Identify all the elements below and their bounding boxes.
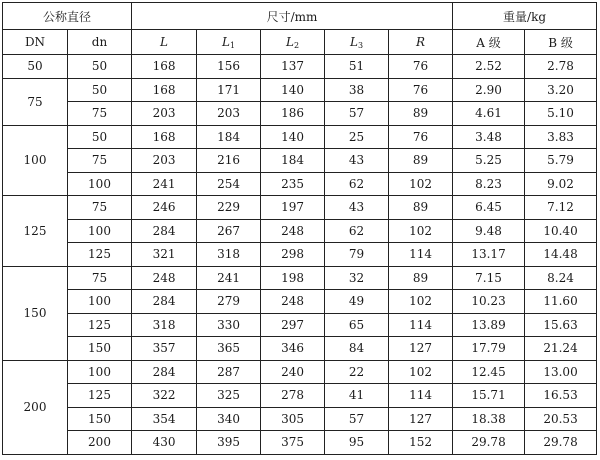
cell-grade-a: 18.38 [453,407,525,431]
table-row [3,431,597,455]
header-weight: 重量/kg [453,3,597,30]
cell-dn-small: 125 [68,243,132,267]
header-r: R [389,30,453,55]
cell-l3: 79 [325,243,389,267]
cell-l3: 43 [325,149,389,173]
cell-l: 248 [132,266,197,290]
cell-l1: 325 [197,384,261,408]
cell-l3: 32 [325,266,389,290]
cell-l3: 43 [325,196,389,220]
cell-l2: 248 [261,290,325,314]
cell-l: 284 [132,360,197,384]
cell-grade-b: 14.48 [525,243,597,267]
cell-l1: 365 [197,337,261,361]
cell-l: 284 [132,290,197,314]
cell-l3: 62 [325,219,389,243]
cell-r: 102 [389,172,453,196]
cell-grade-a: 2.90 [453,78,525,102]
cell-grade-a: 9.48 [453,219,525,243]
header-l: L [132,30,197,55]
cell-l1: 279 [197,290,261,314]
cell-l: 241 [132,172,197,196]
cell-dn-small: 75 [68,196,132,220]
header-row-columns [3,30,597,55]
table-row [3,360,597,384]
cell-dn-small: 50 [68,125,132,149]
cell-grade-b: 5.79 [525,149,597,173]
cell-l1: 287 [197,360,261,384]
table-row [3,407,597,431]
table-row [3,243,597,267]
table-row [3,313,597,337]
cell-l1: 267 [197,219,261,243]
cell-dn-small: 100 [68,219,132,243]
cell-l1: 395 [197,431,261,455]
header-l1: $L_1$ [197,30,261,55]
spec-table-body [3,55,597,455]
cell-l1: 184 [197,125,261,149]
cell-dn-small: 100 [68,172,132,196]
cell-dn-small: 75 [68,102,132,126]
cell-l2: 297 [261,313,325,337]
cell-grade-a: 29.78 [453,431,525,455]
cell-grade-a: 3.48 [453,125,525,149]
cell-l2: 140 [261,125,325,149]
cell-r: 102 [389,360,453,384]
cell-r: 89 [389,102,453,126]
cell-grade-b: 13.00 [525,360,597,384]
cell-r: 89 [389,149,453,173]
cell-l2: 298 [261,243,325,267]
cell-l3: 22 [325,360,389,384]
table-row [3,172,597,196]
cell-grade-b: 8.24 [525,266,597,290]
cell-r: 114 [389,243,453,267]
cell-r: 127 [389,407,453,431]
spec-table [2,2,597,455]
cell-r: 102 [389,219,453,243]
header-dn: DN [3,30,68,55]
cell-l2: 140 [261,78,325,102]
cell-l1: 241 [197,266,261,290]
cell-grade-a: 10.23 [453,290,525,314]
cell-l: 246 [132,196,197,220]
cell-dn-small: 100 [68,360,132,384]
cell-l: 168 [132,125,197,149]
cell-grade-b: 10.40 [525,219,597,243]
cell-l1: 318 [197,243,261,267]
cell-grade-a: 8.23 [453,172,525,196]
cell-l2: 346 [261,337,325,361]
cell-dn-small: 125 [68,384,132,408]
table-row [3,219,597,243]
cell-l: 203 [132,149,197,173]
cell-grade-a: 5.25 [453,149,525,173]
cell-dn-small: 75 [68,149,132,173]
cell-l: 357 [132,337,197,361]
header-l2: $L_2$ [261,30,325,55]
header-row-groups [3,3,597,30]
cell-l3: 57 [325,102,389,126]
cell-grade-b: 3.83 [525,125,597,149]
cell-dn-small: 50 [68,55,132,79]
header-grade-b: B 级 [525,30,597,55]
cell-dn-small: 75 [68,266,132,290]
cell-grade-a: 2.52 [453,55,525,79]
cell-l: 203 [132,102,197,126]
cell-l3: 51 [325,55,389,79]
cell-dn: 150 [3,266,68,360]
table-row [3,78,597,102]
header-nominal-diameter: 公称直径 [3,3,132,30]
table-row [3,196,597,220]
cell-l: 168 [132,55,197,79]
table-row [3,384,597,408]
cell-l2: 278 [261,384,325,408]
cell-l1: 203 [197,102,261,126]
cell-l1: 216 [197,149,261,173]
cell-grade-b: 5.10 [525,102,597,126]
header-dimensions: 尺寸/mm [132,3,453,30]
cell-grade-b: 15.63 [525,313,597,337]
cell-l2: 305 [261,407,325,431]
cell-r: 102 [389,290,453,314]
cell-l: 168 [132,78,197,102]
cell-r: 76 [389,125,453,149]
cell-grade-b: 21.24 [525,337,597,361]
cell-grade-a: 7.15 [453,266,525,290]
cell-l1: 254 [197,172,261,196]
cell-l3: 38 [325,78,389,102]
cell-l2: 184 [261,149,325,173]
cell-grade-a: 13.17 [453,243,525,267]
cell-dn-small: 50 [68,78,132,102]
cell-l2: 248 [261,219,325,243]
cell-r: 89 [389,266,453,290]
cell-l3: 84 [325,337,389,361]
cell-l3: 65 [325,313,389,337]
table-row [3,55,597,79]
cell-grade-b: 20.53 [525,407,597,431]
cell-l3: 95 [325,431,389,455]
cell-r: 89 [389,196,453,220]
cell-r: 152 [389,431,453,455]
cell-l3: 62 [325,172,389,196]
table-row [3,337,597,361]
table-row [3,290,597,314]
cell-l3: 49 [325,290,389,314]
cell-grade-a: 12.45 [453,360,525,384]
cell-l2: 375 [261,431,325,455]
cell-r: 76 [389,55,453,79]
cell-dn-small: 150 [68,337,132,361]
cell-l3: 57 [325,407,389,431]
table-row [3,125,597,149]
table-row [3,102,597,126]
cell-l: 321 [132,243,197,267]
cell-dn: 50 [3,55,68,79]
cell-l2: 235 [261,172,325,196]
cell-dn-small: 200 [68,431,132,455]
cell-r: 114 [389,313,453,337]
cell-dn: 75 [3,78,68,125]
header-l3: $L_3$ [325,30,389,55]
cell-dn-small: 150 [68,407,132,431]
cell-grade-b: 7.12 [525,196,597,220]
cell-r: 114 [389,384,453,408]
cell-l1: 171 [197,78,261,102]
cell-grade-a: 13.89 [453,313,525,337]
cell-r: 76 [389,78,453,102]
cell-grade-b: 29.78 [525,431,597,455]
cell-r: 127 [389,337,453,361]
cell-dn-small: 100 [68,290,132,314]
header-grade-a: A 级 [453,30,525,55]
cell-grade-a: 4.61 [453,102,525,126]
cell-grade-b: 11.60 [525,290,597,314]
table-row [3,149,597,173]
cell-l: 284 [132,219,197,243]
cell-l: 322 [132,384,197,408]
cell-dn-small: 125 [68,313,132,337]
cell-l2: 186 [261,102,325,126]
cell-l2: 197 [261,196,325,220]
cell-grade-a: 17.79 [453,337,525,361]
cell-l2: 137 [261,55,325,79]
cell-l: 430 [132,431,197,455]
spec-table-container [2,2,596,455]
cell-dn: 200 [3,360,68,454]
cell-l1: 229 [197,196,261,220]
cell-grade-b: 9.02 [525,172,597,196]
cell-l3: 41 [325,384,389,408]
cell-dn: 100 [3,125,68,196]
cell-grade-a: 15.71 [453,384,525,408]
header-dn-small: dn [68,30,132,55]
cell-l1: 156 [197,55,261,79]
cell-l2: 198 [261,266,325,290]
cell-grade-b: 3.20 [525,78,597,102]
cell-l3: 25 [325,125,389,149]
cell-l1: 330 [197,313,261,337]
cell-l: 354 [132,407,197,431]
table-row [3,266,597,290]
cell-l: 318 [132,313,197,337]
cell-grade-b: 16.53 [525,384,597,408]
cell-grade-b: 2.78 [525,55,597,79]
cell-l1: 340 [197,407,261,431]
cell-l2: 240 [261,360,325,384]
cell-grade-a: 6.45 [453,196,525,220]
cell-dn: 125 [3,196,68,267]
